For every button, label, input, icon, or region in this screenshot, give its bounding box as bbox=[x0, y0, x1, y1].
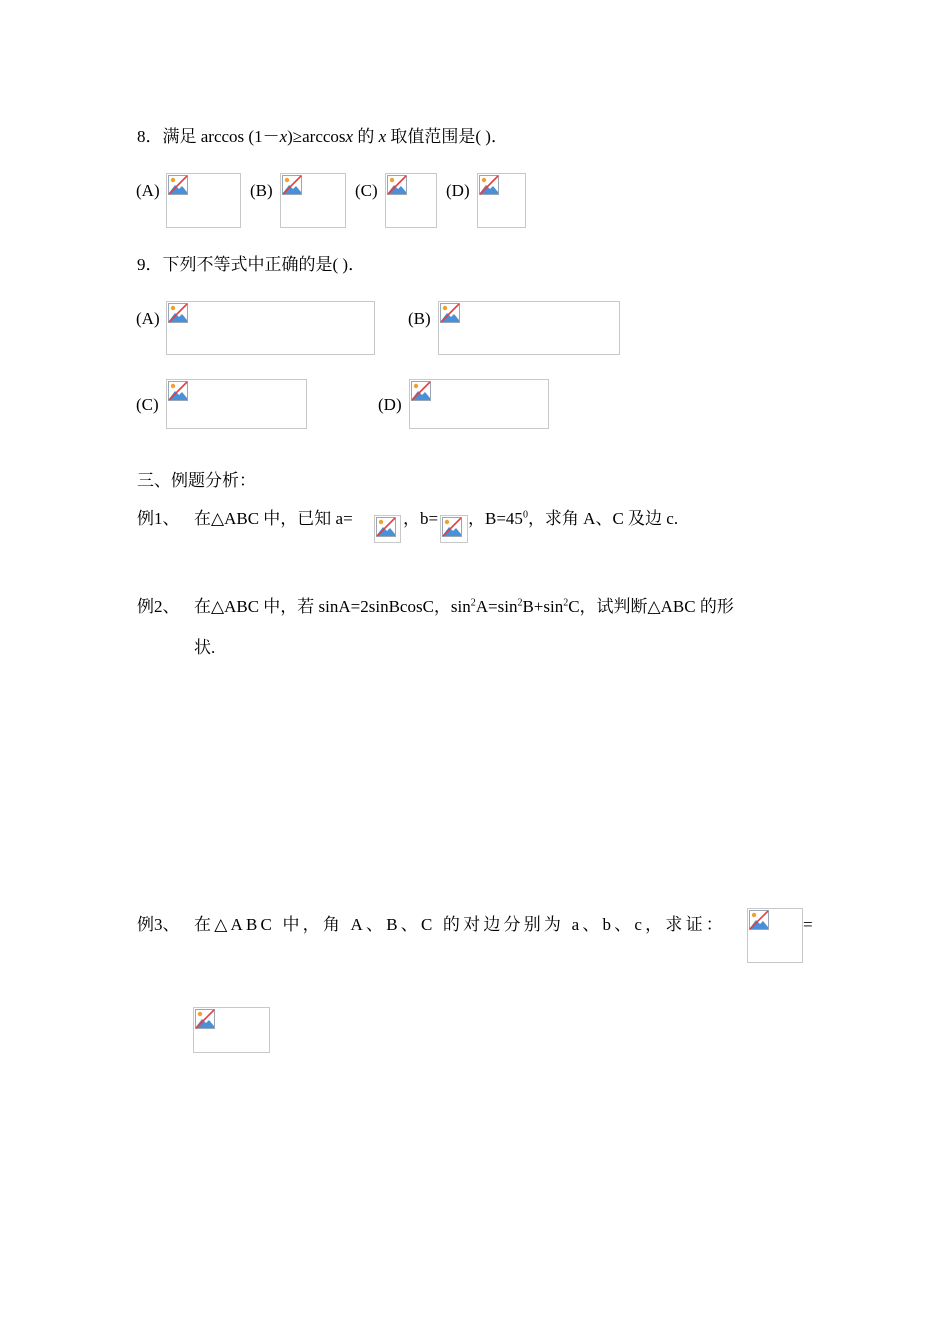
broken-image-icon bbox=[442, 517, 462, 537]
q9-option-a-image bbox=[166, 301, 375, 355]
example-3-lhs-image bbox=[747, 908, 803, 963]
example-2-part-2: A=sin bbox=[475, 597, 518, 616]
q8-text-4: 取值范围是( )． bbox=[386, 127, 508, 146]
example-3-text: 在△ABC 中，角 A、B、C 的对边分别为 a、b、c，求证： bbox=[194, 915, 726, 934]
q8-option-a-label: (A) bbox=[136, 181, 160, 200]
q9-option-a-label: (A) bbox=[136, 309, 160, 328]
q8-option-b-image bbox=[280, 173, 346, 228]
q8-option-d-label: (D) bbox=[446, 181, 470, 200]
section-heading: 三、例题分析： bbox=[137, 471, 256, 490]
q9-option-c-label: (C) bbox=[136, 395, 159, 414]
question-9: 9．下列不等式中正确的是( )． bbox=[137, 255, 366, 274]
example-3-rhs-image bbox=[193, 1007, 270, 1053]
example-1-angle: ，B=45 bbox=[468, 509, 523, 528]
q8-text-2: )≥arccos bbox=[287, 127, 346, 146]
question-8 bbox=[137, 127, 508, 147]
broken-image-icon bbox=[749, 910, 769, 930]
broken-image-icon bbox=[411, 381, 431, 401]
q8-number: 8． bbox=[137, 127, 163, 146]
example-1-text-3 bbox=[468, 509, 678, 529]
q9-option-d-label: (D) bbox=[378, 395, 402, 414]
example-1-text-1: 在△ABC 中，已知 a= bbox=[194, 509, 353, 528]
example-2-sup-2: 2 bbox=[517, 597, 523, 609]
q8-text-3: 的 bbox=[353, 127, 379, 146]
q8-option-c-image bbox=[385, 173, 437, 228]
broken-image-icon bbox=[479, 175, 499, 195]
example-2-label: 例2、 bbox=[137, 597, 180, 616]
example-2-part-1: 在△ABC 中，若 sinA=2sinBcosC，sin bbox=[194, 597, 471, 616]
example-2-sup-3: 2 bbox=[563, 597, 569, 609]
broken-image-icon bbox=[387, 175, 407, 195]
example-1-a-image bbox=[374, 515, 401, 543]
q8-option-d-image bbox=[477, 173, 526, 228]
example-3-label: 例3、 bbox=[137, 915, 180, 934]
broken-image-icon bbox=[168, 381, 188, 401]
q9-option-c-image bbox=[166, 379, 307, 429]
q9-option-b-label: (B) bbox=[408, 309, 431, 328]
example-3-equals: = bbox=[803, 915, 813, 934]
example-1-b-image bbox=[440, 515, 468, 543]
q8-text-1: 满足 arccos (1－ bbox=[162, 127, 280, 146]
broken-image-icon bbox=[168, 303, 188, 323]
example-1-text-2: ，b= bbox=[403, 509, 439, 528]
q9-option-d-image bbox=[409, 379, 549, 429]
broken-image-icon bbox=[282, 175, 302, 195]
example-2-sup-1: 2 bbox=[470, 597, 476, 609]
example-2-part-4: C，试判断△ABC 的形 bbox=[568, 597, 734, 616]
example-2-part-3: B+sin bbox=[522, 597, 564, 616]
example-2-text bbox=[194, 597, 734, 617]
example-1-degree: 0 bbox=[522, 509, 528, 521]
q8-option-a-image bbox=[166, 173, 241, 228]
broken-image-icon bbox=[168, 175, 188, 195]
broken-image-icon bbox=[195, 1009, 215, 1029]
example-2-continuation: 状. bbox=[194, 638, 216, 657]
q9-option-b-image bbox=[438, 301, 620, 355]
broken-image-icon bbox=[376, 517, 396, 537]
q8-option-c-label: (C) bbox=[355, 181, 378, 200]
broken-image-icon bbox=[440, 303, 460, 323]
example-1-label: 例1、 bbox=[137, 509, 180, 528]
example-1-question: ，求角 A、C 及边 c. bbox=[527, 509, 679, 528]
q8-option-b-label: (B) bbox=[250, 181, 273, 200]
q8-var-x-1: x bbox=[279, 127, 288, 146]
q8-var-x-2: x bbox=[345, 127, 354, 146]
q8-var-x-3: x bbox=[378, 127, 387, 146]
